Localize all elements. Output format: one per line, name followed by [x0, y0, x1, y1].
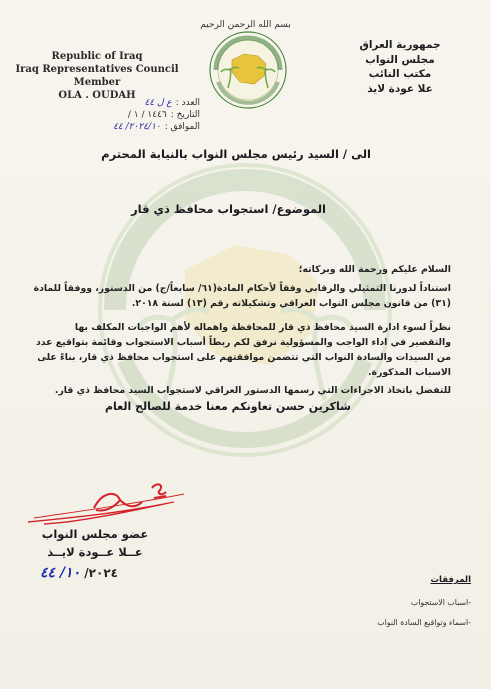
subject-line: الموضوع/ استجواب محافظ ذي قار — [131, 202, 326, 216]
signature-date-handwritten: ١٠/ ٤٤ — [40, 565, 81, 581]
ref-number-label: العدد : — [175, 98, 200, 108]
ref-hijri-label: التاريخ : — [170, 110, 200, 120]
english-letterhead — [12, 50, 182, 102]
reference-block — [90, 97, 200, 133]
ar-line-office: مكتب النائب — [368, 68, 432, 80]
en-line-member: Member — [73, 77, 121, 88]
ref-gregorian-value: ٢٠٢٤/١٠/ ٤٤ — [113, 122, 161, 132]
basmala: بسم الله الرحمن الرحيم — [200, 20, 291, 30]
paragraph-request: للتفضل باتخاذ الاجراءات التي رسمها الدستور العراقي لاستجواب السيد محافظ ذي قار. — [54, 385, 451, 396]
ref-gregorian-label: الموافق : — [164, 122, 200, 132]
handwritten-signature — [24, 478, 194, 528]
ref-gregorian-date — [90, 121, 200, 133]
paragraph-legal-basis: استناداً لدورنا التمثيلي والرقابي وفقاً لأحكام المادة(٦١/ سابعاً/ج) من الدستور، ووفقاً للمادة (٣١) من قانون مجلس النواب العراقي وتشكيلاته رقم (١٣) لسنة ٢٠١٨. — [33, 283, 451, 309]
closing-thanks: شاكرين حسن تعاونكم معنا خدمة للصالح العام — [104, 400, 351, 413]
signature-name: عــلا عــودة لايــذ — [47, 545, 143, 559]
attachments-heading: المرفقات — [430, 575, 471, 585]
paragraph-reasons: نظراً لسوء ادارة السيد محافظ ذي قار للمحافظة واهماله لأهم الواجبات المكلف بها والتقصير في اداء الواجب والمسؤولية نرفق لكم ربطاً أسباب الاستجواب وقائمة بتواقيع عدد من السيدات والسادة النواب التي تتضمن موافقتهم على استجواب محافظ ذي قار، بناءً على الاسباب المذكورة. — [36, 322, 451, 378]
parliament-seal-logo — [208, 30, 288, 110]
attachment-item: -اسباب الاستجواب — [410, 598, 471, 607]
en-line-country: Republic of Iraq — [51, 51, 143, 62]
en-line-name: OLA . OUDAH — [58, 90, 136, 101]
ref-number — [90, 97, 200, 109]
ref-hijri-date — [90, 109, 200, 121]
ref-number-value: ع ل ٤٤ — [144, 98, 172, 108]
signature-date — [40, 565, 170, 581]
ref-hijri-value: ١٤٤٦ / ١ / — [127, 110, 167, 120]
en-line-council: Iraq Representatives Council — [15, 64, 179, 75]
arabic-letterhead — [325, 38, 475, 96]
attachment-item: -اسماء وتواقيع السادة النواب — [377, 618, 471, 627]
signature-block — [40, 525, 150, 561]
addressee: الى / السيد رئيس مجلس النواب بالنيابة المحترم — [101, 147, 371, 161]
ar-line-country: جمهورية العراق — [359, 39, 441, 51]
signature-title: عضو مجلس النواب — [41, 527, 149, 541]
greeting: السلام عليكم ورحمة الله وبركاته؛ — [298, 264, 451, 275]
ar-line-name: علا عودة لايذ — [367, 82, 433, 95]
signature-date-printed: ٢٠٢٤/ — [84, 566, 118, 580]
ar-line-council: مجلس النواب — [365, 53, 435, 66]
